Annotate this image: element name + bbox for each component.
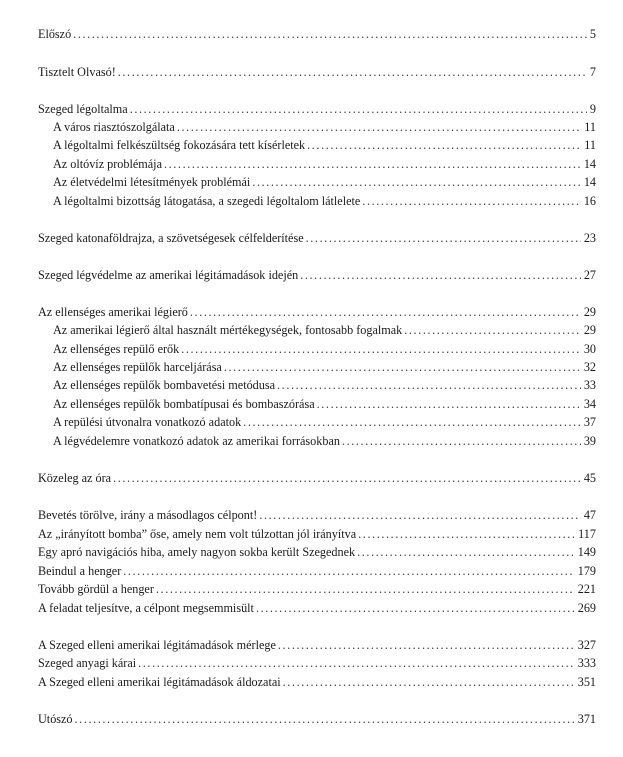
toc-page-number: 5 [589,27,596,41]
toc-entry-katonafoldrajz[interactable] [38,231,596,246]
toc-title: A város riasztószolgálata [53,120,175,134]
dot-leader [256,601,575,615]
dot-leader [404,323,581,337]
toc-page-number: 27 [583,268,596,282]
toc-subentry[interactable] [53,415,596,430]
dot-leader [278,638,575,652]
toc-entry-anyagi-karai[interactable] [38,656,596,671]
toc-title: Szeged katonaföldrajza, a szövetségesek célfelderítése [38,231,304,245]
toc-page-number: 9 [589,102,596,116]
dot-leader [164,157,581,171]
dot-leader [342,434,581,448]
dot-leader [306,231,581,245]
toc-entry-ellenseges-legiero[interactable] [38,305,596,320]
toc-title: A légvédelemre vonatkozó adatok az amerikai forrásokban [53,434,340,448]
toc-entry-feladat-teljesitve[interactable] [38,601,596,616]
dot-leader [130,102,587,116]
toc-entry-merlege[interactable] [38,638,596,653]
dot-leader [177,120,581,134]
toc-page-number: 221 [577,582,596,596]
toc-entry-beindul-a-henger[interactable] [38,564,596,579]
dot-leader [181,342,581,356]
toc-page-number: 30 [583,342,596,356]
toc-subentry[interactable] [53,397,596,412]
toc-title: Az ellenséges repülők bombavetési metódusa [53,378,276,392]
toc-subentry[interactable] [53,120,596,135]
toc-page-number: 14 [583,175,596,189]
toc-page-number: 16 [583,194,596,208]
toc-subentry[interactable] [53,342,596,357]
toc-subentry[interactable] [53,175,596,190]
toc-title: Szeged anyagi kárai [38,656,137,670]
toc-entry-aldozatai[interactable] [38,675,596,690]
toc-page-number: 23 [583,231,596,245]
toc-title: Bevetés törölve, irány a másodlagos célpont! [38,508,258,522]
toc-title: Szeged légoltalma [38,102,128,116]
toc-page-number: 34 [583,397,596,411]
toc-page-number: 7 [589,65,596,79]
dot-leader [156,582,575,596]
dot-leader [190,305,581,319]
toc-title: Előszó [38,27,72,41]
dot-leader [317,397,581,411]
toc-entry-beveteas-torolve[interactable] [38,508,596,523]
toc-page-number: 371 [577,712,596,726]
toc-page-number: 33 [583,378,596,392]
toc-title: A Szeged elleni amerikai légitámadások áldozatai [38,675,281,689]
dot-leader [283,675,575,689]
toc-page-number: 149 [577,545,596,559]
toc-page-number: 333 [577,656,596,670]
toc-page-number: 11 [584,120,596,134]
toc-page-number: 327 [577,638,596,652]
dot-leader [138,656,575,670]
dot-leader [73,27,587,41]
toc-title: Az ellenséges repülők harceljárása [53,360,222,374]
toc-page-number: 32 [583,360,596,374]
dot-leader [259,508,581,522]
toc-page-number: 29 [583,305,596,319]
dot-leader [358,527,575,541]
toc-subentry[interactable] [53,138,596,153]
toc-page-number: 117 [578,527,596,541]
toc-title: A légoltalmi bizottság látogatása, a szegedi légoltalom látlelete [53,194,361,208]
dot-leader [113,471,581,485]
dot-leader [357,545,575,559]
toc-title: Egy apró navigációs hiba, amely nagyon sokba került Szegednek [38,545,356,559]
toc-title: Beindul a henger [38,564,122,578]
toc-page-number: 179 [577,564,596,578]
toc-entry-iranyitott-bomba[interactable] [38,527,596,542]
toc-page-number: 47 [583,508,596,522]
toc-title: Az ellenséges repülők bombatípusai és bombaszórása [53,397,315,411]
toc-subentry[interactable] [53,157,596,172]
toc-title: Az ellenséges repülő erők [53,342,180,356]
toc-entry-navigacios-hiba[interactable] [38,545,596,560]
toc-title: Az amerikai légierő által használt mértékegységek, fontosabb fogalmak [53,323,403,337]
dot-leader [362,194,581,208]
toc-page-number: 14 [583,157,596,171]
toc-entry-kozeleg-az-ora[interactable] [38,471,596,486]
toc-title: Közeleg az óra [38,471,112,485]
toc-page-number: 29 [583,323,596,337]
toc-title: Tisztelt Olvasó! [38,65,116,79]
toc-entry-utoszo[interactable] [38,712,596,727]
toc-title: Az életvédelmi létesítmények problémái [53,175,251,189]
dot-leader [307,138,581,152]
toc-subentry[interactable] [53,194,596,209]
toc-entry-tovabb-gordul[interactable] [38,582,596,597]
toc-entry-szeged-legoltalma[interactable] [38,102,596,117]
dot-leader [300,268,581,282]
toc-title: Utószó [38,712,73,726]
toc-subentry[interactable] [53,360,596,375]
toc-entry-legvedelem[interactable] [38,268,596,283]
toc-subentry[interactable] [53,323,596,338]
toc-title: A Szeged elleni amerikai légitámadások mérlege [38,638,276,652]
toc-page-number: 45 [583,471,596,485]
toc-title: Az oltóvíz problémája [53,157,162,171]
toc-subentry[interactable] [53,434,596,449]
toc-entry-eloszo[interactable] [38,27,596,42]
dot-leader [123,564,574,578]
toc-title: Az „irányított bomba” őse, amely nem volt túlzottan jól irányítva [38,527,357,541]
toc-title: Az ellenséges amerikai légierő [38,305,188,319]
toc-page-number: 39 [583,434,596,448]
toc-page-number: 351 [577,675,596,689]
toc-title: Tovább gördül a henger [38,582,154,596]
toc-page-number: 11 [584,138,596,152]
toc-page-number: 269 [577,601,596,615]
dot-leader [252,175,581,189]
dot-leader [243,415,581,429]
dot-leader [75,712,575,726]
toc-subentry[interactable] [53,378,596,393]
toc-title: A repülési útvonalra vonatkozó adatok [53,415,242,429]
dot-leader [118,65,587,79]
toc-entry-tisztelt-olvaso[interactable] [38,65,596,80]
toc-title: A feladat teljesítve, a célpont megsemmisült [38,601,254,615]
dot-leader [224,360,581,374]
toc-title: A légoltalmi felkészültség fokozására tett kísérletek [53,138,306,152]
toc-page-number: 37 [583,415,596,429]
dot-leader [277,378,581,392]
toc-title: Szeged légvédelme az amerikai légitámadások idején [38,268,299,282]
